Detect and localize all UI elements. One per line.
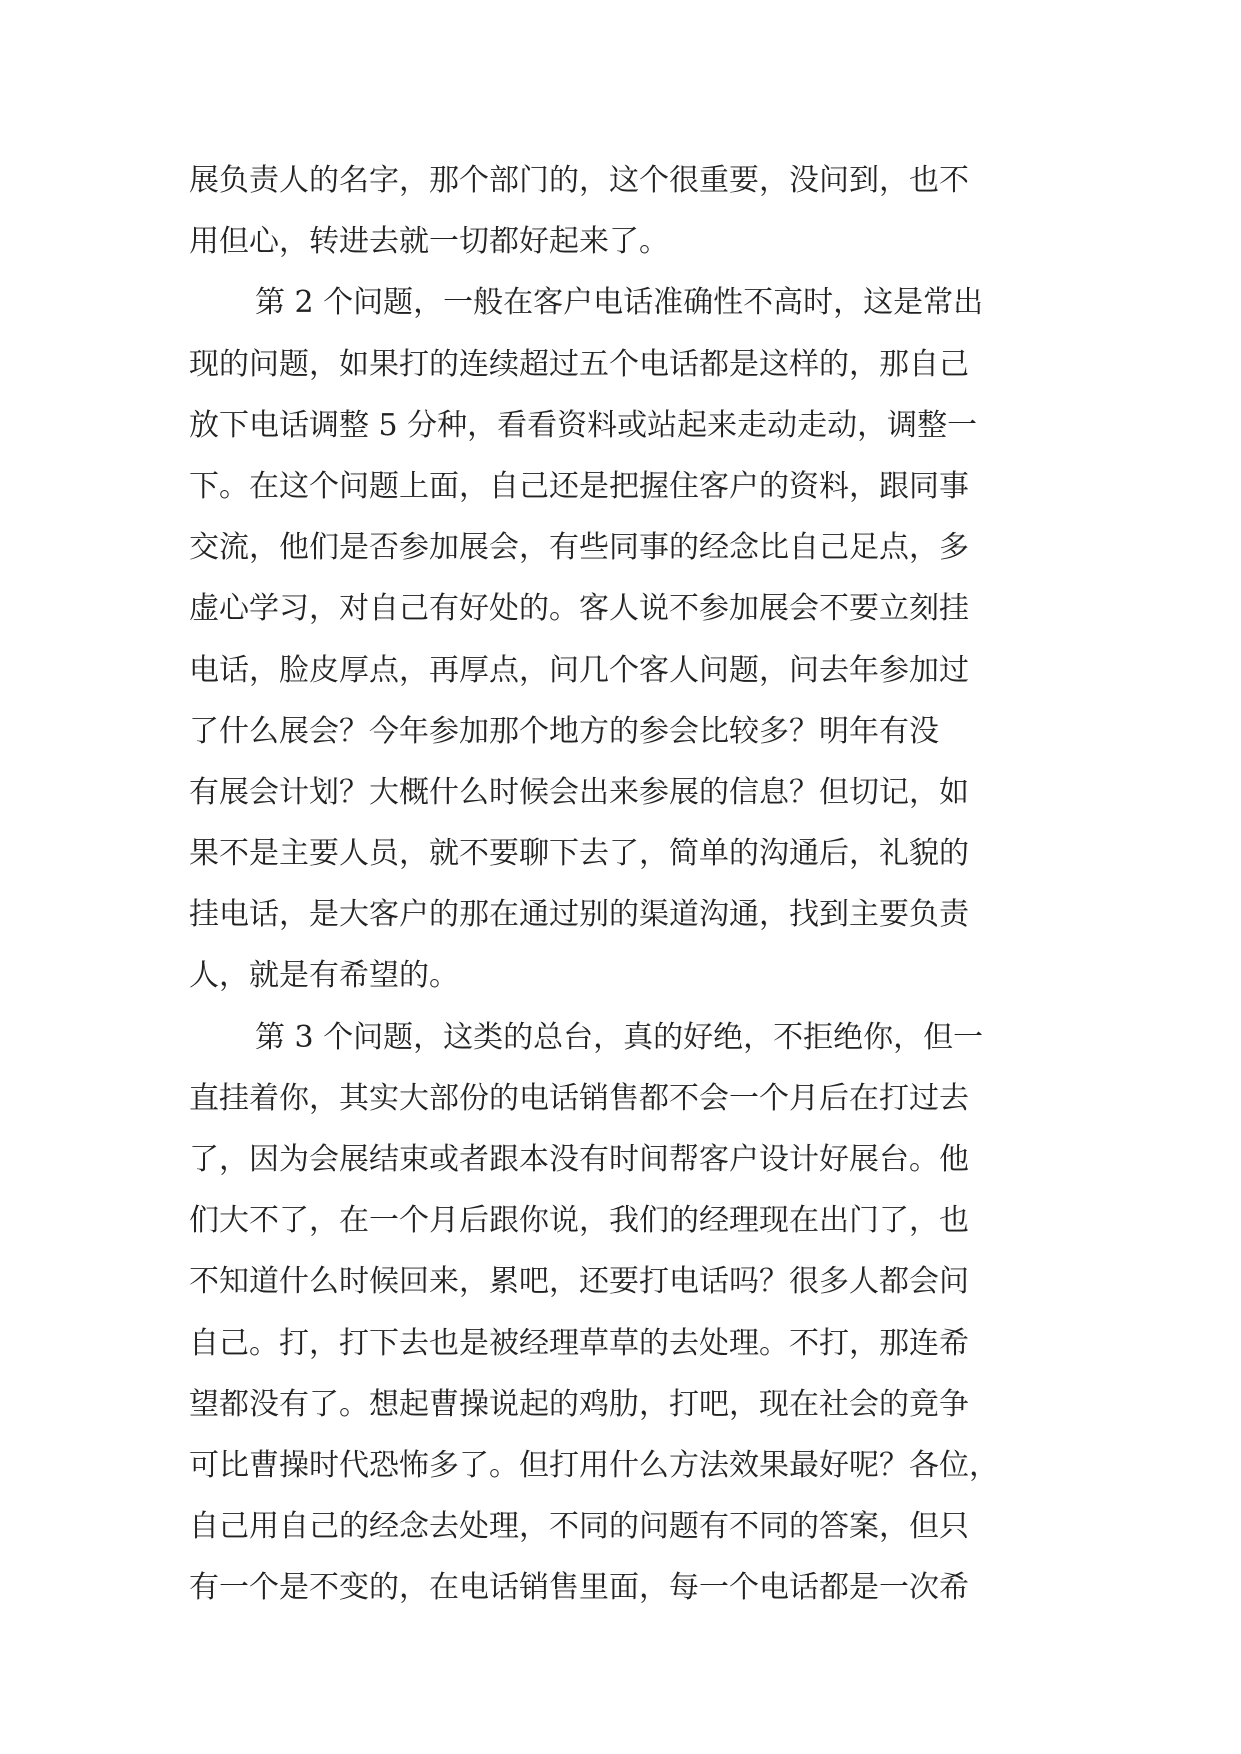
text-line: 直挂着你，其实大部份的电话销售都不会一个月后在打过去 xyxy=(189,1080,969,1116)
text-line: 自己。打，打下去也是被经理草草的去处理。不打，那连希 xyxy=(189,1325,969,1361)
text-line: 可比曹操时代恐怖多了。但打用什么方法效果最好呢？各位， xyxy=(189,1447,999,1483)
text-line: 放下电话调整 5 分种，看看资料或站起来走动走动，调整一 xyxy=(189,407,978,443)
paragraph-start-line: 第 2 个问题，一般在客户电话准确性不高时，这是常出 xyxy=(255,285,984,321)
text-line: 果不是主要人员，就不要聊下去了，简单的沟通后，礼貌的 xyxy=(189,836,969,872)
text-line: 下。在这个问题上面，自己还是把握住客户的资料，跟同事 xyxy=(189,468,969,504)
text-line: 不知道什么时候回来，累吧，还要打电话吗？很多人都会问 xyxy=(189,1264,969,1300)
text-line: 现的问题，如果打的连续超过五个电话都是这样的，那自己 xyxy=(189,346,969,382)
text-line: 挂电话，是大客户的那在通过别的渠道沟通，找到主要负责 xyxy=(189,897,969,933)
text-line: 们大不了，在一个月后跟你说，我们的经理现在出门了，也 xyxy=(189,1203,969,1239)
text-line: 了，因为会展结束或者跟本没有时间帮客户设计好展台。他 xyxy=(189,1142,969,1177)
text-line: 自己用自己的经念去处理，不同的问题有不同的答案，但只 xyxy=(189,1509,969,1545)
text-line: 有展会计划？大概什么时候会出来参展的信息？但切记，如 xyxy=(189,774,969,810)
text-line: 虚心学习，对自己有好处的。客人说不参加展会不要立刻挂 xyxy=(189,591,969,627)
text-line: 用但心，转进去就一切都好起来了。 xyxy=(189,224,669,260)
text-line: 交流，他们是否参加展会，有些同事的经念比自己足点，多 xyxy=(189,530,969,566)
paragraph-start-line: 第 3 个问题，这类的总台，真的好绝，不拒绝你，但一 xyxy=(255,1019,984,1055)
text-line: 展负责人的名字，那个部门的，这个很重要，没问到，也不 xyxy=(189,163,969,198)
text-line: 人，就是有希望的。 xyxy=(189,958,459,994)
text-line: 望都没有了。想起曹操说起的鸡肋，打吧，现在社会的竟争 xyxy=(189,1386,969,1422)
text-line: 电话，脸皮厚点，再厚点，问几个客人问题，问去年参加过 xyxy=(189,652,969,688)
body-text xyxy=(189,150,1055,1619)
text-line: 了什么展会？今年参加那个地方的参会比较多？明年有没 xyxy=(189,713,939,749)
text-line: 有一个是不变的，在电话销售里面，每一个电话都是一次希 xyxy=(189,1570,969,1606)
